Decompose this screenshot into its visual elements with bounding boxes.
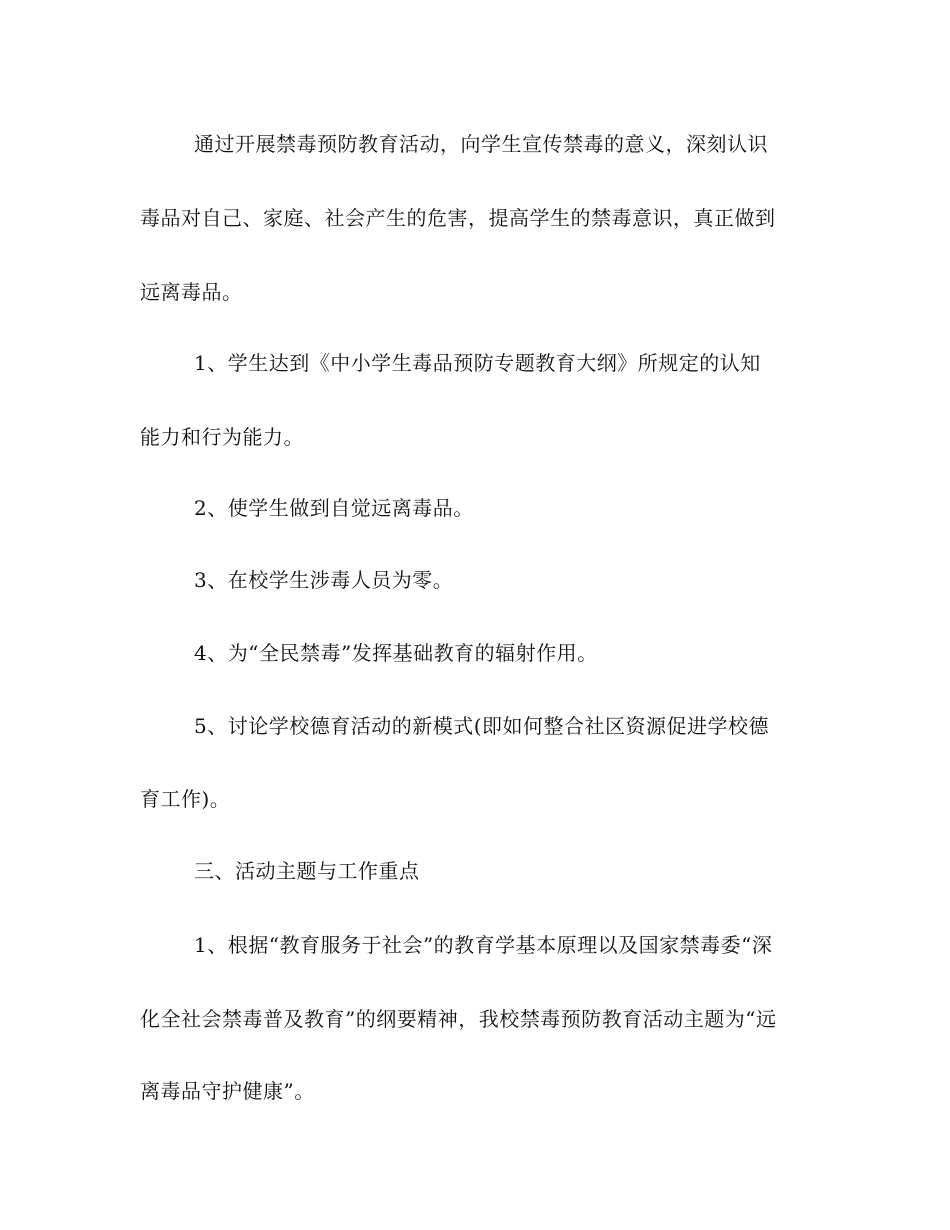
section-heading: 三、活动主题与工作重点 xyxy=(194,859,420,883)
paragraph-1-line-1: 通过开展禁毒预防教育活动，向学生宣传禁毒的意义，深刻认识 xyxy=(194,132,768,156)
item-5-line-2: 育工作)。 xyxy=(140,787,231,811)
point-1-line-1: 1、根据“教育服务于社会”的教育学基本原理以及国家禁毒委“深 xyxy=(194,933,773,957)
item-3: 3、在校学生涉毒人员为零。 xyxy=(194,568,454,592)
item-5-line-1: 5、讨论学校德育活动的新模式(即如何整合社区资源促进学校德 xyxy=(194,714,770,738)
item-1-line-1: 1、学生达到《中小学生毒品预防专题教育大纲》所规定的认知 xyxy=(194,351,761,375)
item-1-line-2: 能力和行为能力。 xyxy=(140,425,304,449)
point-1-line-2: 化全社会禁毒普及教育”的纲要精神，我校禁毒预防教育活动主题为“远 xyxy=(140,1007,777,1031)
item-2: 2、使学生做到自觉远离毒品。 xyxy=(194,496,474,520)
item-4: 4、为“全民禁毒”发挥基础教育的辐射作用。 xyxy=(194,641,598,665)
paragraph-1-line-3: 远离毒品。 xyxy=(140,280,243,304)
point-1-line-3: 离毒品守护健康”。 xyxy=(140,1079,315,1103)
paragraph-1-line-2: 毒品对自己、家庭、社会产生的危害，提高学生的禁毒意识，真正做到 xyxy=(140,206,776,230)
